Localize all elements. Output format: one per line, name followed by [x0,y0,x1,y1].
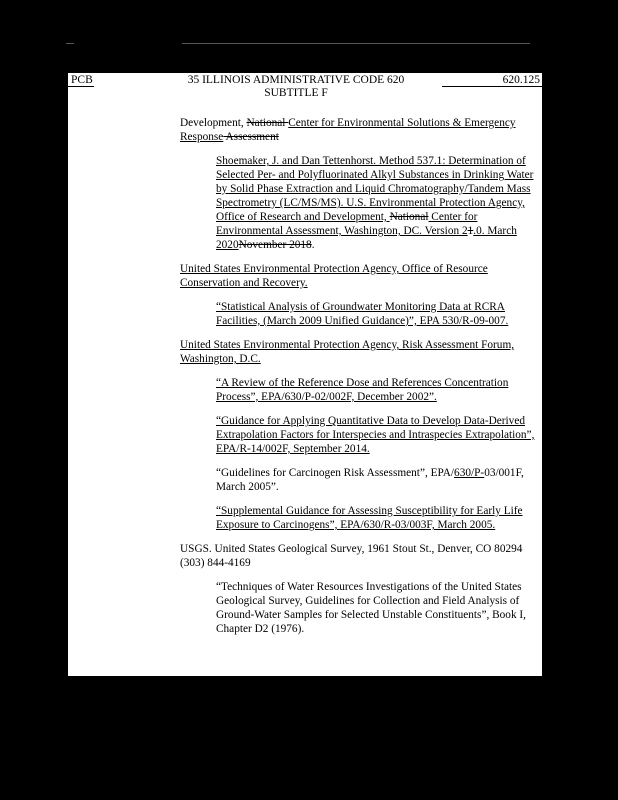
document-body [180,116,540,646]
reference-entry [180,580,540,636]
text-run: . [311,239,315,251]
header-code: 35 ILLINOIS ADMINISTRATIVE CODE 620 [187,74,405,86]
deleted-text: National [246,117,289,129]
reference-entry [180,414,540,456]
inserted-text: “Supplemental Guidance for Assessing Susceptibility for Early Life Exposure to Carcinogens”, EPA/630/R-03/003F, March 2005. [216,505,523,531]
deleted-text: Assessment [223,131,279,143]
inserted-text: United States Environmental Protection Agency, Office of Resource Conservation and Recovery. [180,263,488,289]
reference-source [180,338,540,366]
inserted-text: Center for Environmental Assessment, Washington, DC. Version 2 [216,211,478,237]
page-header [68,73,542,103]
reference-entry [180,300,540,328]
header-section-number: 620.125 [502,74,540,86]
inserted-text: .0. March 2020 [216,225,517,251]
reference-entry [180,154,540,252]
text-run: “Guidelines for Carcinogen Risk Assessment”, EPA/ [216,467,455,479]
inserted-text: Shoemaker, J. and Dan Tettenhorst. Method 537.1: Determination of Selected Per- and Polyfluorinated Alkyl Substances in Drinking Water by Solid Phase Extraction and Liquid Chromatography/Tandem Mass Spectrometry (LC/MS/MS). U.S. Environmental Protection Agency, Office of Research and Development, [216,155,534,223]
inserted-text: “A Review of the Reference Dose and References Concentration Process”, EPA/630/P-02/002F, December 2002”. [216,377,509,403]
document-page [68,73,542,676]
reference-source [180,262,540,290]
top-rule [182,43,530,44]
reference-source [180,542,540,570]
deleted-text: 1 [467,225,474,237]
text-run: “Techniques of Water Resources Investigations of the United States Geological Survey, Guidelines for Collection and Field Analysis of Ground-Water Samples for Selected Unstable Constituents”, Book I, Chapter D2 (1976). [216,581,527,635]
top-left-mark [66,43,74,44]
text-run: Development, [180,117,247,129]
deleted-text: November 2018 [238,239,312,251]
inserted-text: United States Environmental Protection Agency, Risk Assessment Forum, Washington, D.C. [180,339,515,365]
inserted-text: “Guidance for Applying Quantitative Data to Develop Data-Derived Extrapolation Factors for Interspecies and Intraspecies Extrapolation”, EPA/R-14/002F, September 2014. [216,415,535,455]
header-rule-left [68,86,94,87]
inserted-text: “Statistical Analysis of Groundwater Monitoring Data at RCRA Facilities, (March 2009 Unified Guidance)”, EPA 530/R-09-007. [216,301,509,327]
header-rule-right [442,86,542,87]
inserted-text: Center for Environmental Solutions & Emergency Response [180,117,516,143]
inserted-text: 630/P- [454,467,485,479]
text-run: 03/001F, March 2005”. [216,467,524,493]
reference-entry [180,466,540,494]
text-run: USGS. United States Geological Survey, 1961 Stout St., Denver, CO 80294 (303) 844-4169 [180,543,523,569]
header-subtitle: SUBTITLE F [264,87,328,99]
deleted-text: National [389,211,429,223]
header-title [172,74,420,100]
reference-entry [180,376,540,404]
reference-source [180,116,540,144]
reference-entry [180,504,540,532]
header-agency: PCB [71,74,93,86]
